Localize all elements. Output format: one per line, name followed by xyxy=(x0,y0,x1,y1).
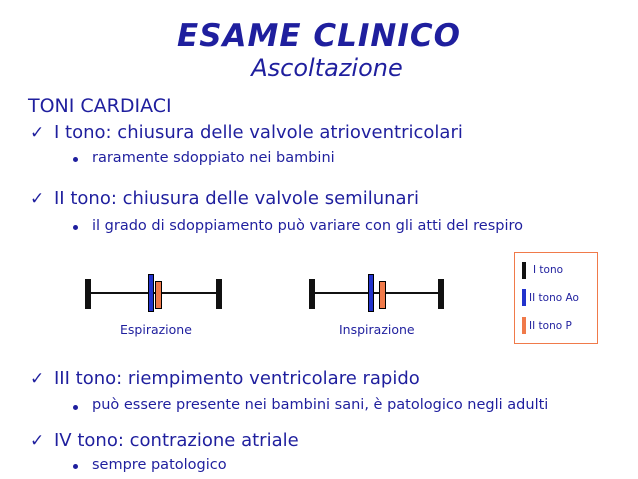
dot-icon xyxy=(73,405,78,410)
checkmark-icon: ✓ xyxy=(30,189,45,209)
checkmark-icon: ✓ xyxy=(30,369,45,389)
section-heading: TONI CARDIACI xyxy=(28,95,172,117)
legend-label: II tono Ao xyxy=(529,292,579,304)
legend-swatch-ii-tono-ao xyxy=(522,289,526,306)
phase-label: Inspirazione xyxy=(339,322,415,337)
tick-i-tono xyxy=(438,279,444,309)
tick-i-tono xyxy=(216,279,222,309)
bar-ii-tono-p xyxy=(379,281,386,309)
legend-swatch-i-tono xyxy=(522,262,526,279)
legend-label: II tono P xyxy=(529,320,572,332)
dot-icon xyxy=(73,225,78,230)
phase-label: Espirazione xyxy=(120,322,192,337)
item-main-text: III tono: riempimento ventricolare rapido xyxy=(54,368,420,389)
tick-i-tono xyxy=(85,279,91,309)
bar-ii-tono-ao xyxy=(368,274,374,312)
legend-label: I tono xyxy=(533,264,564,276)
tick-i-tono xyxy=(309,279,315,309)
dot-icon xyxy=(73,157,78,162)
item-main-text: I tono: chiusura delle valvole atrioventricolari xyxy=(54,122,463,143)
item-sub-text: raramente sdoppiato nei bambini xyxy=(92,150,335,166)
checkmark-icon: ✓ xyxy=(30,431,45,451)
bar-ii-tono-ao xyxy=(148,274,154,312)
legend-swatch-ii-tono-p xyxy=(522,317,526,334)
axis-line xyxy=(312,292,444,294)
item-sub-text: sempre patologico xyxy=(92,457,227,473)
page-subtitle: Ascoltazione xyxy=(251,54,403,82)
diagram-legend xyxy=(514,252,598,344)
page-title: ESAME CLINICO xyxy=(177,18,461,54)
item-main-text: IV tono: contrazione atriale xyxy=(54,430,299,451)
checkmark-icon: ✓ xyxy=(30,123,45,143)
dot-icon xyxy=(73,464,78,469)
item-main-text: II tono: chiusura delle valvole semilunari xyxy=(54,188,419,209)
item-sub-text: il grado di sdoppiamento può variare con gli atti del respiro xyxy=(92,218,524,234)
item-sub-text: può essere presente nei bambini sani, è patologico negli adulti xyxy=(92,397,549,413)
bar-ii-tono-p xyxy=(155,281,162,309)
